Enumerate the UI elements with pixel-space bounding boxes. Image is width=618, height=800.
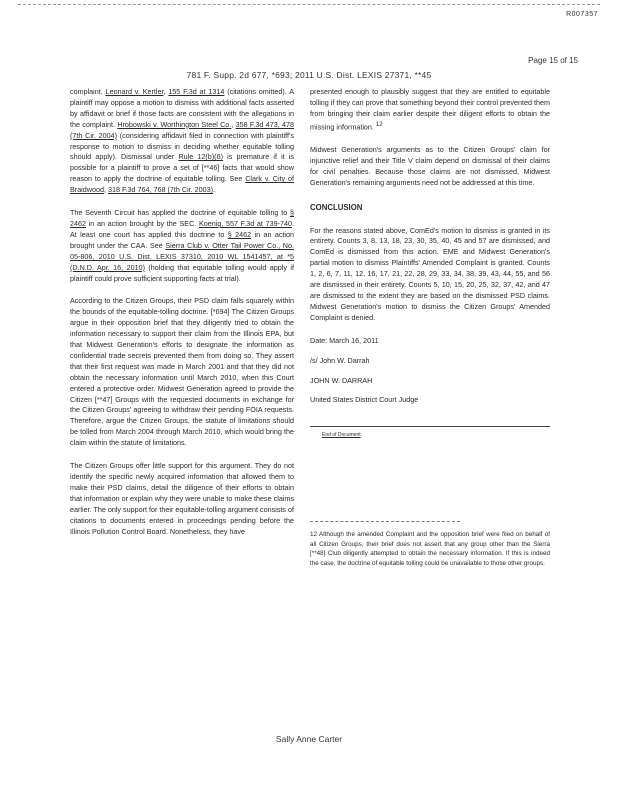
text-run: . (213, 185, 216, 195)
text-run: in an action brought under the CAA. See (70, 229, 295, 250)
text-run: (holding that equitable tolling would apply if plaintiff could prove sufficient supporting facts at trial). (70, 262, 294, 283)
citation-link[interactable]: 318 F.3d 764, 768 (7th Cir. 2003) (107, 185, 214, 195)
citation-link[interactable]: Hrobowski v. Worthington Steel Co. (117, 119, 232, 129)
paragraph-seventh-circuit (70, 208, 294, 284)
left-column (70, 87, 294, 549)
right-column (310, 87, 550, 568)
citation-link[interactable]: Clark v. City of Braidwood (70, 174, 294, 195)
case-citation-header: 781 F. Supp. 2d 677, *693; 2011 U.S. Dist. LEXIS 27371, **45 (186, 70, 432, 80)
signature: /s/ John W. Darrah (310, 355, 370, 365)
text-run: The Seventh Circuit has applied the doctrine of equitable tolling to (70, 208, 290, 218)
text-run: is premature if it is possible for a plaintiff to prove a set of [**46] facts that would show reason to apply the doctrine of equitable tolling. See (70, 152, 295, 184)
conclusion-heading: CONCLUSION (310, 202, 363, 212)
judge-name: JOHN W. DARRAH (310, 375, 373, 385)
paragraph-injunctive-relief: Midwest Generation's arguments as to the Citizen Groups' claim for injunctive relief and their Title V claim depend on dismissal of their claims for civil penalties. Because those claims are not dismissed, Midwest Generation's remaining arguments need not be addressed at this time. (310, 145, 550, 187)
text-run: , (231, 119, 236, 129)
citation-link[interactable]: § 2462 (227, 229, 252, 239)
bates-number: R007357 (566, 11, 598, 18)
citation-link[interactable]: § 2462 (70, 208, 294, 228)
citation-link[interactable]: 358 F.3d 473, 478 (7th Cir. 2004) (70, 119, 294, 140)
citation-link[interactable]: Sierra Club v. Otter Tail Power Co., No. 05-806, 2010 U.S. Dist. LEXIS 37310, 2010 WL 1541457, at *5 (D.N.D. Apr. 16, 2010) (70, 240, 294, 272)
footer-user: Sally Anne Carter (275, 734, 343, 744)
text-run: (considering affidavit filed in connection with plaintiff's response to motion to dismiss in deciding whether equitable tolling should apply). Dismissal under (70, 130, 294, 162)
footnote-12 (310, 530, 550, 568)
text-run: complaint. (70, 87, 106, 96)
citation-link[interactable]: Koenig, 557 F.3d at 739-740 (198, 218, 292, 228)
text-run: in an action brought by the SEC. (86, 218, 199, 228)
paragraph-little-support: The Citizen Groups offer little support for this argument. They do not identify the specific newly acquired information that allowed them to make their PSD claims, detail the diligence of their efforts to obtain that information or explain why they were unable to make these claims earlier. The only support for their equitable-tolling argument consists of citations to documents entered in proceedings pending before the Illinois Pollution Control Board. Nonetheless, they have (70, 461, 294, 536)
text-run: , (163, 87, 169, 96)
text-run: . At least one court has applied this doctrine to (70, 218, 294, 239)
footnote-text: Although the amended Complaint and the opposition brief were filed on behalf of all Citizen Groups, their brief does not assert that any group other than the Sierra [**48] Club diligently attempted to obtain the necessary information. If this is indeed the case, the doctrine of equitable tolling could be unavailable to those other groups. (310, 531, 550, 567)
text-run: , (103, 185, 108, 195)
page-number: Page 15 of 15 (528, 56, 578, 65)
paragraph-citizen-groups-argument: According to the Citizen Groups, their PSD claim falls squarely within the bounds of the equitable-tolling doctrine. [*694] The Citizen Groups argue in their opposition brief that they diligently tried to obtain the information necessary to support their claim from the Illinois EPA, but that Midwest Generation's efforts to designate the information as confidential trade secrets prevented them from doing so. They assert that their first request was made in March 2001 and that they did not obtain the necessary information until March 2010, when this Court entered a protective order. Midwest Generation agreed to provide the Citizen [**47] Groups with the requested documents in exchange for the Citizen Groups' agreeing to withdraw their pending FOIA requests. Therefore, argue the Citizen Groups, the statute of limitations should be tolled from March 2004 through March 2010, which would bring the claim within the statute of limitations. (70, 296, 294, 448)
order-date: Date: March 16, 2011 (310, 335, 379, 345)
footnote-rule (310, 521, 460, 522)
judge-title: United States District Court Judge (310, 395, 419, 405)
citation-link[interactable]: 155 F.3d at 1314 (168, 87, 225, 96)
end-rule (310, 426, 550, 427)
paragraph-conclusion: For the reasons stated above, ComEd's motion to dismiss is granted in its entirety. Counts 3, 8, 13, 18, 23, 30, 35, 40, 45 and 57 are dismissed, and ComEd is dismissed from this action. EME and Midwest Generation's partial motion to dismiss Plaintiffs' Amended Complaint is granted. Counts 1, 2, 6, 7, 11, 12, 16, 17, 21, 22, 28, 29, 33, 34, 38, 39, 43, 44, 55, and 56 are dismissed in their entirety. Counts 5, 10, 15, 20, 25, 32, 37, 42, and 47 are dismissed to the extent they are based on the dismissed PSD claims. Midwest Generation's motion to dismiss the Citizen Groups' Amended Complaint is denied. (310, 225, 550, 322)
paragraph-pleading-standard (70, 87, 294, 196)
citation-link[interactable]: Leonard v. Kertler (105, 87, 164, 96)
top-dashed-rule (18, 4, 600, 5)
footnote-ref[interactable]: 12 (375, 121, 383, 128)
text-run: (citations omitted). A plaintiff may oppose a motion to dismiss with additional facts asserted by affidavit or brief if those facts are consistent with the allegations in the complaint. (70, 87, 294, 129)
paragraph-equitable-tolling (310, 87, 550, 133)
footnote-number[interactable]: 12 (310, 531, 318, 539)
end-of-document-link[interactable]: End of Document (322, 432, 361, 439)
paragraph-text: presented enough to plausibly suggest that they are entitled to equitable tolling if they can prove that something beyond their control prevented them from bringing their claim earlier despite their diligent efforts to obtain the missing information. (310, 87, 550, 132)
citation-link[interactable]: Rule 12(b)(6) (178, 152, 223, 162)
